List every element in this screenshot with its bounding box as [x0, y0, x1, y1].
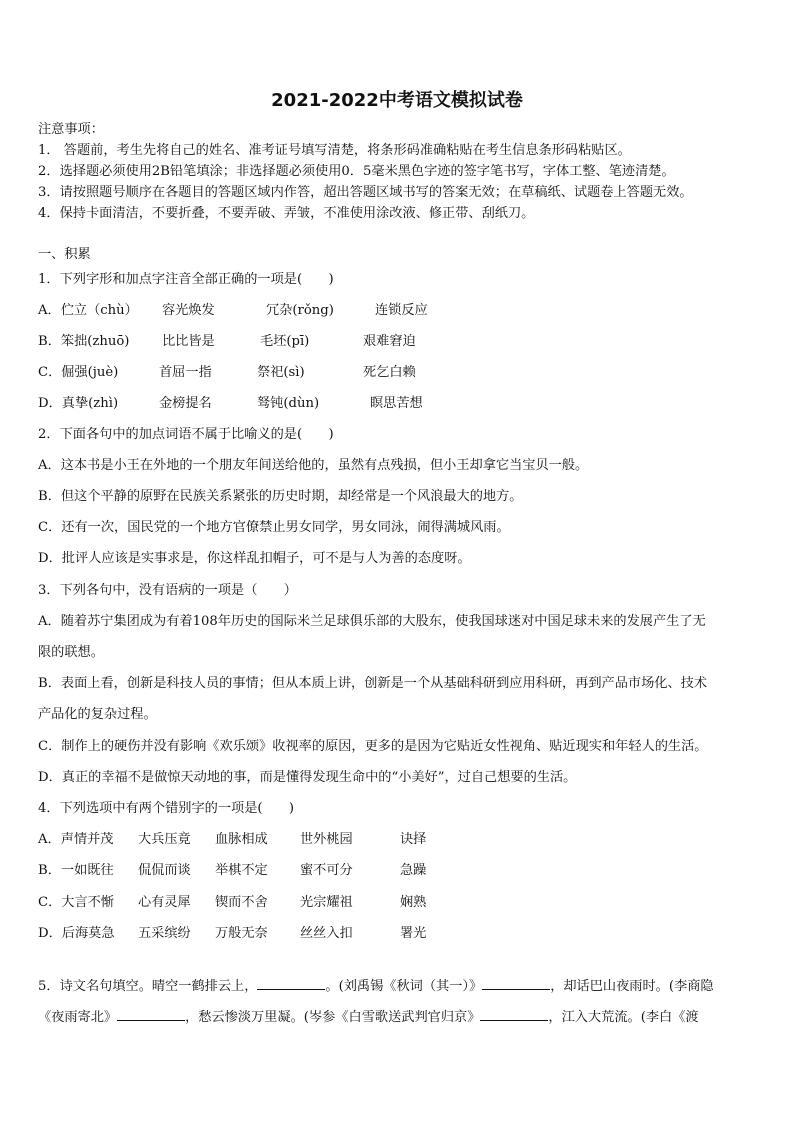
notice-item-1: 1． 答题前，考生先将自己的姓名、准考证号填写清楚，将条形码准确粘贴在考生信息条形码粘贴区。 [38, 143, 631, 158]
q1-stem: 1．下列字形和加点字注音全部正确的一项是( ) [38, 272, 334, 287]
q5-text: ，江入大荒流。(李白《渡 [548, 1010, 699, 1025]
q2-option-b: B．但这个平静的原野在民族关系紧张的历史时期，却经常是一个风浪最大的地方。 [38, 489, 523, 504]
option-item: 心有灵犀 [138, 895, 191, 910]
q5-text: 《夜雨寄北》 [38, 1010, 118, 1025]
q5-text: 。(刘禹锡《秋词（其一）》 [325, 979, 483, 994]
option-label: C．倔强(juè) [38, 365, 119, 380]
q2-option-d: D．批评人应该是实事求是，你这样乱扣帽子，可不是与人为善的态度呀。 [38, 551, 471, 566]
option-item: 冗杂(rǒng) [266, 303, 334, 318]
option-item: 署光 [400, 926, 427, 941]
q2-stem: 2．下面各句中的加点词语不属于比喻义的是( ) [38, 427, 334, 442]
q3-option-d: D．真正的幸福不是做惊天动地的事，而是懂得发现生命中的“小美好”，过自己想要的生活。 [38, 770, 577, 785]
q5-text: ，愁云惨淡万里凝。(岑参《白雪歌送武判官归京》 [185, 1010, 481, 1025]
option-item: 诀择 [400, 832, 427, 847]
q3-option-c: C．制作上的硬伤并没有影响《欢乐颂》收视率的原因，更多的是因为它贴近女性视角、贴近现实和年轻人的生活。 [38, 739, 708, 754]
section-heading: 一、积累 [38, 247, 91, 262]
option-item: 容光焕发 [162, 303, 215, 318]
page-title: 2021-2022中考语文模拟试卷 [271, 90, 523, 111]
option-label: B．笨拙(zhuō) [38, 334, 130, 349]
notice-item-2: 2．选择题必须使用2B铅笔填涂；非选择题必须使用0．5毫米黑色字迹的签字笔书写，字体工整、笔迹清楚。 [38, 164, 675, 179]
q3-option-a-line1: A．随着苏宁集团成为有着108年历史的国际米兰足球俱乐部的大股东，使我国球迷对中国足球未来的发展产生了无 [38, 614, 706, 629]
notice-item-4: 4．保持卡面清洁，不要折叠，不要弄破、弄皱，不准使用涂改液、修正带、刮纸刀。 [38, 206, 535, 221]
notice-heading: 注意事项： [38, 122, 104, 137]
option-label: D．后海莫急 [38, 926, 115, 941]
option-label: D．真挚(zhì) [38, 396, 119, 411]
q4-stem: 4．下列选项中有两个错别字的一项是( ) [38, 801, 295, 816]
option-item: 毛坯(pī) [260, 334, 310, 349]
option-item: 侃侃而谈 [138, 863, 191, 878]
answer-blank[interactable] [480, 1008, 548, 1021]
q5-text: 5．诗文名句填空。晴空一鹤排云上， [38, 979, 258, 994]
option-item: 万般无奈 [215, 926, 268, 941]
q3-stem: 3．下列各句中，没有语病的一项是（ ） [38, 583, 297, 598]
option-item: 五采缤纷 [138, 926, 191, 941]
option-label: A．声情并茂 [38, 832, 114, 847]
option-item: 光宗耀祖 [300, 895, 353, 910]
option-item: 金榜提名 [159, 396, 212, 411]
answer-blank[interactable] [117, 1008, 185, 1021]
q2-option-c: C．还有一次，国民党的一个地方官僚禁止男女同学，男女同泳，闹得满城风雨。 [38, 520, 510, 535]
option-item: 血脉相成 [215, 832, 268, 847]
answer-blank[interactable] [482, 977, 550, 990]
option-item: 死乞白赖 [363, 365, 416, 380]
q5-line-2 [38, 1008, 699, 1027]
option-item: 艰难窘迫 [363, 334, 416, 349]
option-label: A．伫立（chù） [38, 303, 138, 318]
option-item: 娴熟 [400, 895, 427, 910]
option-item: 蜜不可分 [300, 863, 353, 878]
option-item: 连锁反应 [375, 303, 428, 318]
option-item: 丝丝入扣 [300, 926, 353, 941]
q5-text: ，却话巴山夜雨时。(李商隐 [550, 979, 714, 994]
option-item: 世外桃园 [300, 832, 353, 847]
option-item: 首屈一指 [159, 365, 212, 380]
option-item: 举棋不定 [215, 863, 268, 878]
option-item: 大兵压竟 [138, 832, 191, 847]
option-item: 急躁 [400, 863, 427, 878]
q3-option-b-line1: B．表面上看，创新是科技人员的事情；但从本质上讲，创新是一个从基础科研到应用科研，再到产品市场化、技术 [38, 676, 708, 691]
option-label: C．大言不惭 [38, 895, 115, 910]
option-item: 比比皆是 [162, 334, 215, 349]
notice-item-3: 3．请按照题号顺序在各题目的答题区域内作答，超出答题区域书写的答案无效；在草稿纸、试题卷上答题无效。 [38, 185, 693, 200]
option-item: 锲而不舍 [215, 895, 268, 910]
option-item: 祭祀(sì) [257, 365, 305, 380]
option-label: B．一如既往 [38, 863, 114, 878]
option-item: 瞑思苦想 [370, 396, 423, 411]
q3-option-a-line2: 限的联想。 [38, 645, 104, 660]
answer-blank[interactable] [257, 977, 325, 990]
q5-line-1 [38, 977, 714, 996]
q2-option-a: A．这本书是小王在外地的一个朋友年间送给他的，虽然有点残损，但小王却拿它当宝贝一般。 [38, 458, 589, 473]
q3-option-b-line2: 产品化的复杂过程。 [38, 707, 157, 722]
option-item: 驽钝(dùn) [257, 396, 320, 411]
